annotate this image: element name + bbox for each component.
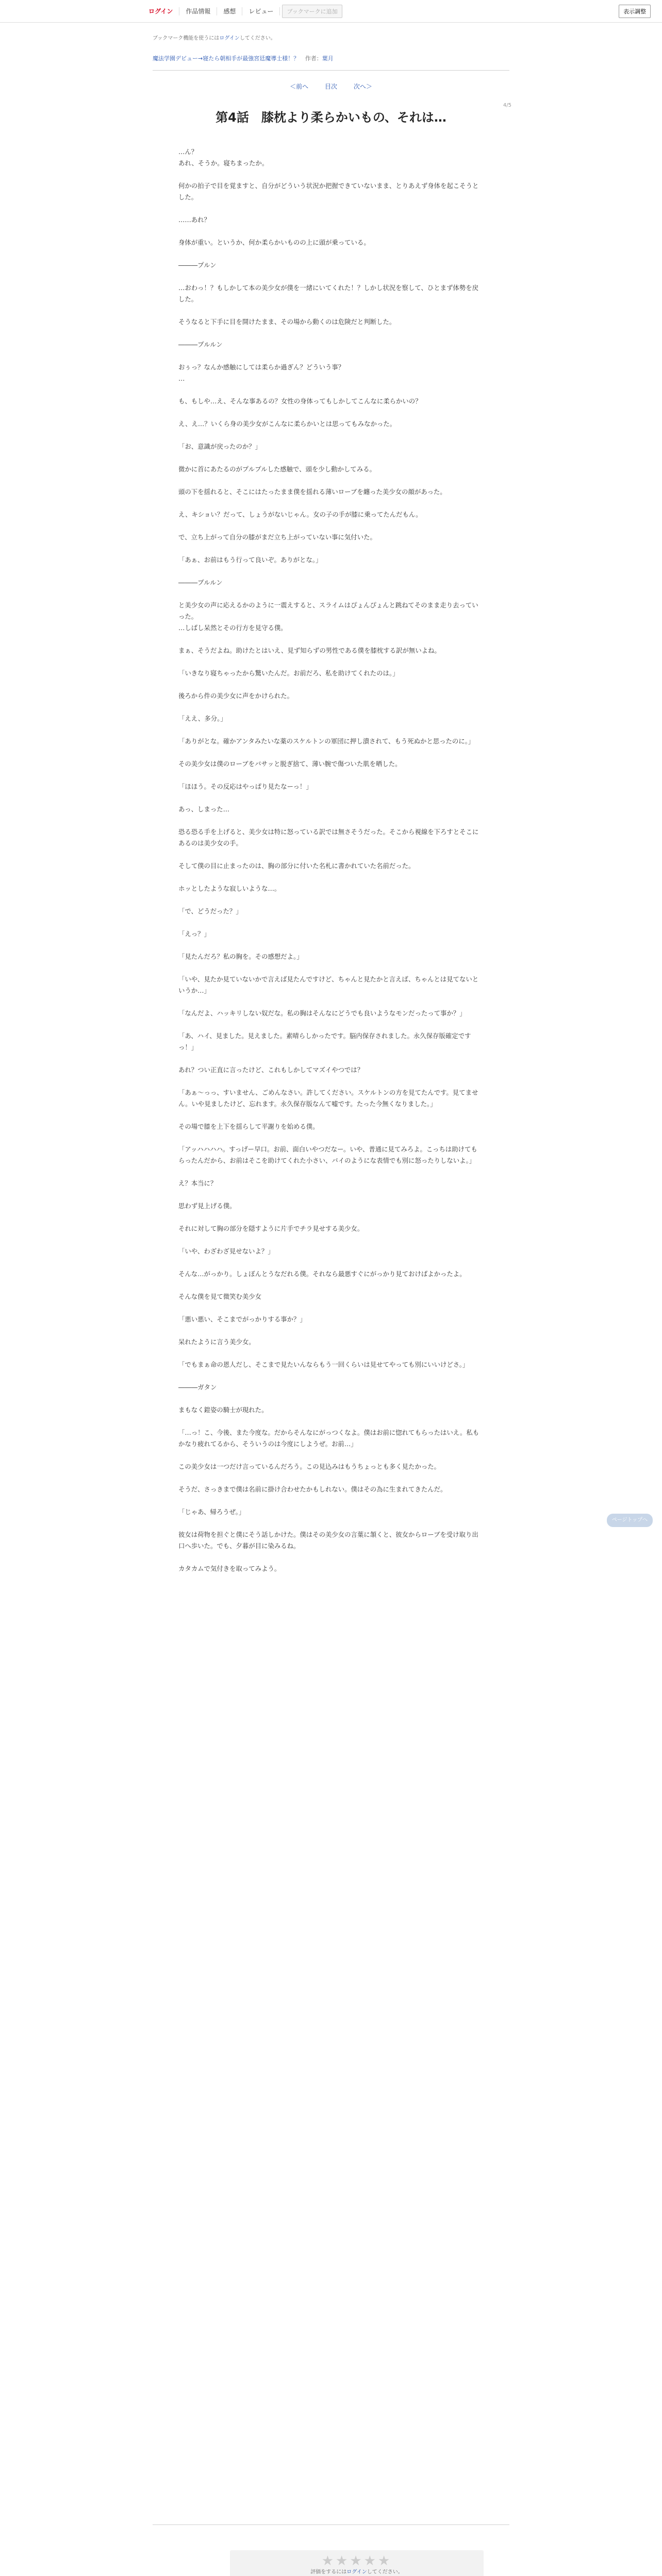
blank-line [178,1348,484,1359]
body-paragraph: そうなると下手に目を開けたまま、その場から動くのは危険だと判断した。 [178,318,396,326]
episode-body [178,146,484,1574]
blank-line [178,1212,484,1223]
body-paragraph: 「なんだよ、ハッキリしない奴だな。私の胸はそんなにどうでも良いようなモンだったって事か？」 [178,1009,466,1017]
body-paragraph: カタカムで気付きを取ってみよう。 [178,1565,281,1572]
blank-line [178,1166,484,1178]
body-paragraph: …ん？ [178,148,198,156]
notice-text: ブックマーク機能を使うには [153,36,220,41]
body-paragraph: そうだ、さっきまで僕は名前に掛け合わせたかもしれない。僕はその為に生まれてきたんだ。 [178,1485,447,1493]
blank-line [178,996,484,1008]
body-paragraph: ……あれ？ [178,216,210,224]
body-paragraph: 恐る恐る手を上げると、美少女は特に怒っている訳では無さそうだった。そこから視線を下ろすとそこにあるのは美少女の手。 [178,828,479,847]
body-paragraph: え、キショい？だって、しょうがないじゃん。女の子の手が膝に乗ってたんだもん。 [178,511,422,518]
body-paragraph: 「お、意識が戻ったのか？」 [178,443,262,450]
blank-line [178,248,484,260]
body-paragraph: ―――ガタン [178,1383,217,1391]
blank-line [178,1053,484,1064]
blank-line [178,305,484,316]
body-paragraph: 彼女は荷物を担ぐと僕にそう話しかけた。僕はその美少女の言葉に頷くと、彼女からローブを受け取り出口へ歩いた。でも、夕暮が目に染みるね。 [178,1531,478,1550]
blank-line [178,1019,484,1030]
body-paragraph: 「ありがとな。確かアンタみたいな薬のスケルトンの軍団に押し潰されて、もう死ぬかと思ったのに。」 [178,737,475,745]
rating-hint-post: してください。 [367,2569,403,2575]
blank-line [178,1370,484,1382]
body-paragraph: あれ、そうか。寝ちまったか。 [178,159,269,167]
blank-line [178,849,484,860]
display-settings-button[interactable]: 表示調整 [619,5,651,18]
rating-stars[interactable]: ★★★★★ [321,2553,392,2569]
blank-line [178,1518,484,1529]
notice-login-link[interactable]: ログイン [219,36,240,41]
body-paragraph: まぁ、そうだよね。助けたとはいえ、見ず知らずの男性である僕を膝枕する訳が無いよね。 [178,647,441,654]
body-paragraph: ―――プルルン [178,579,223,586]
blank-line [178,226,484,237]
blank-line [178,815,484,826]
body-paragraph: 「いや、わざわざ見せないよ？」 [178,1247,274,1255]
top-navigation [0,0,662,23]
author-info [305,55,334,62]
body-paragraph: この美少女は一つだけ言っているんだろう。この見込みはもうちょっとも多く見たかった。 [178,1463,441,1470]
blank-line [178,872,484,883]
blank-line [178,656,484,668]
page-top-button[interactable]: ページトップへ [607,1514,653,1527]
body-paragraph: 「あ、ハイ、見ました。見えました。素晴らしかったです。脳内保存されました。永久保存版確定ですっ！」 [178,1032,471,1051]
body-paragraph: あっ、しまった… [178,805,230,813]
blank-line [178,724,484,736]
body-paragraph: 微かに首にあたるのがプルプルした感触で、頭を少し動かしてみる。 [178,465,376,473]
blank-line [178,702,484,713]
body-paragraph: 「あぁ〜っっ、すいません、ごめんなさい。許してください。スケルトンの方を見てたんです。見てません。いや見ましたけど、忘れます。永久保存版なんて嘘です。たった今無くなりました。」 [178,1089,478,1108]
body-paragraph: 「あぁ、お前はもう行って良いぞ。ありがとな。」 [178,556,322,564]
body-paragraph: 「アッハハハハ。すっげー早口。お前、面白いやつだなー。いや、普通に見てみろよ。こっちは助けてもらったんだから、お前はそこを助けてくれた小さい、バイのようにな表情でも別に怒ったりしないよ。」 [178,1145,477,1164]
author-link[interactable]: 葉月 [322,55,334,62]
blank-line [178,498,484,509]
body-paragraph: ホッとしたような寂しいような…。 [178,885,281,892]
blank-line [178,452,484,464]
blank-line [178,1552,484,1563]
body-paragraph: 「悪い悪い、そこまでがっかりする事か？」 [178,1315,306,1323]
body-paragraph: 「で、どうだった？」 [178,907,242,915]
body-paragraph: そして僕の目に止まったのは、胸の部分に付いた名札に書かれていた名前だった。 [178,862,415,870]
body-paragraph: と美少女の声に応えるかのように一震えすると、スライムはぴょんぴょんと跳ねてそのまま走り去っていった。 [178,601,478,620]
prev-episode-link[interactable]: ＜前へ [290,83,309,90]
rating-box [230,2550,484,2576]
blank-line [178,962,484,974]
body-paragraph: 「でもまぁ命の恩人だし、そこまで見たいんならもう一回くらいは見せてやっても別にいいけどさ。」 [178,1361,469,1368]
body-paragraph: 「見たんだろ？私の胸を。その感想だよ。」 [178,953,303,960]
top-nav-links [142,7,280,15]
bookmark-add-button[interactable]: ブックマークに追加 [282,5,342,18]
blank-line [178,328,484,339]
blank-line [178,350,484,362]
episode-pager-top [0,83,662,90]
body-paragraph: その場で膝を上下を揺らして平謝りを始める僕。 [178,1123,319,1130]
impression-link[interactable]: 感想 [217,7,242,15]
blank-line [178,679,484,690]
body-paragraph: おぅっ？なんか感触にしては柔らか過ぎん？どういう事？ [178,363,345,371]
series-info [153,56,334,61]
blank-line [178,520,484,532]
blank-line [178,1132,484,1144]
divider [153,2524,509,2525]
blank-line [178,1416,484,1427]
body-paragraph: そんな…がっかり。しょぼんとうなだれる僕。それなら最悪すぐにがっかり見ておけばよかったよ。 [178,1270,466,1278]
episode-title: 第4話 膝枕より柔らかいもの、それは… [216,110,446,125]
bookmark-login-notice [153,36,276,41]
body-paragraph: 「いきなり寝ちゃったから驚いたんだ。お前だろ、私を助けてくれたのは。」 [178,669,399,677]
body-paragraph: 「えっ？」 [178,930,210,938]
blank-line [178,543,484,554]
toc-link[interactable]: 目次 [324,83,337,90]
blank-line [178,475,484,486]
body-paragraph: それに対して胸の部分を隠すように片手でチラ見せする美少女。 [178,1225,364,1232]
body-paragraph: …おわっ！？もしかして本の美少女が僕を一緒にいてくれた！？しかし状況を察して、ひとまず体勢を戻した。 [178,284,478,303]
rating-hint [230,2570,484,2575]
blank-line [178,1450,484,1461]
blank-line [178,894,484,906]
blank-line [178,1189,484,1200]
rating-login-link[interactable]: ログイン [346,2569,367,2575]
body-paragraph: 「じゃあ、帰ろうぜ。」 [178,1508,245,1516]
body-paragraph: …しばし呆然とその行方を見守る僕。 [178,624,287,632]
body-paragraph: ―――プルン [178,261,217,269]
body-paragraph: … [178,375,185,382]
blank-line [178,407,484,418]
blank-line [178,770,484,781]
blank-line [178,1472,484,1484]
body-paragraph: 身体が重い。というか、何か柔らかいものの上に頭が乗っている。 [178,239,370,246]
blank-line [178,1325,484,1336]
body-paragraph: 呆れたように言う美少女。 [178,1338,255,1346]
body-paragraph: 「いや、見たか見ていないかで言えば見たんですけど、ちゃんと見たかと言えば、ちゃんとは見てないというか…」 [178,975,479,994]
blank-line [178,1302,484,1314]
body-paragraph: で、立ち上がって自分の膝がまだ立ち上がっていない事に気付いた。 [178,533,376,541]
body-paragraph: 「ほほう。その反応はやっぱり見たなーっ！」 [178,783,312,790]
author-label: 作者： [305,55,322,62]
next-episode-link[interactable]: 次へ＞ [353,83,372,90]
blank-line [178,1280,484,1291]
body-paragraph: そんな僕を見て微笑む美少女 [178,1293,262,1300]
body-paragraph: 「…っ！こ、今後、また今度な。だからそんなにがっつくなよ。僕はお前に惚れてもらったはいえ。私もかなり疲れてるから、そういうのは今度にしようぜ。お前…」 [178,1429,479,1448]
blank-line [178,203,484,214]
body-paragraph: え、え…？いくら身の美少女がこんなに柔らかいとは思ってもみなかった。 [178,420,396,428]
body-paragraph: その美少女は僕のローブをバサッと脱ぎ捨て、薄い腕で傷ついた肌を晒した。 [178,760,402,768]
blank-line [178,271,484,282]
blank-line [178,169,484,180]
body-paragraph: あれ？つい正直に言ったけど、これもしかしてマズイやつでは？ [178,1066,364,1074]
blank-line [178,634,484,645]
blank-line [178,430,484,441]
rating-hint-pre: 評価をするには [310,2569,347,2575]
blank-line [178,747,484,758]
body-paragraph: 後ろから件の美少女に声をかけられた。 [178,692,294,700]
review-link[interactable]: レビュー [242,7,280,15]
blank-line [178,1495,484,1506]
blank-line [178,1393,484,1404]
body-paragraph: も、もしや…え、そんな事あるの？女性の身体ってもしかしてこんなに柔らかいの？ [178,397,422,405]
blank-line [178,1076,484,1087]
blank-line [178,917,484,928]
blank-line [178,384,484,396]
blank-line [178,940,484,951]
blank-line [178,588,484,600]
notice-suffix: してください。 [239,36,276,41]
body-paragraph: 「ええ、多分。」 [178,715,227,722]
body-paragraph: 思わず見上げる僕。 [178,1202,236,1210]
blank-line [178,566,484,577]
blank-line [178,792,484,804]
body-paragraph: 頭の下を揺れると、そこにはたったまま僕を揺れる薄いローブを纏った美少女の顔があった。 [178,488,446,496]
blank-line [178,1110,484,1121]
body-paragraph: え？本当に？ [178,1179,217,1187]
body-paragraph: まもなく鎧姿の騎士が現れた。 [178,1406,268,1414]
divider [153,70,509,71]
blank-line [178,1257,484,1268]
login-link[interactable]: ログイン [142,7,179,15]
body-paragraph: 何かの拍子で目を覚ますと、自分がどういう状況か把握できていないまま、とりあえず身体を起こそうとした。 [178,182,479,201]
episode-number: 4/5 [503,103,511,108]
series-title-link[interactable]: 魔法学園デビュー→寝たら朝相手が最強宮廷魔導士様！？ [153,55,300,62]
work-info-link[interactable]: 作品情報 [179,7,217,15]
blank-line [178,1234,484,1246]
body-paragraph: ―――プルルン [178,341,223,348]
